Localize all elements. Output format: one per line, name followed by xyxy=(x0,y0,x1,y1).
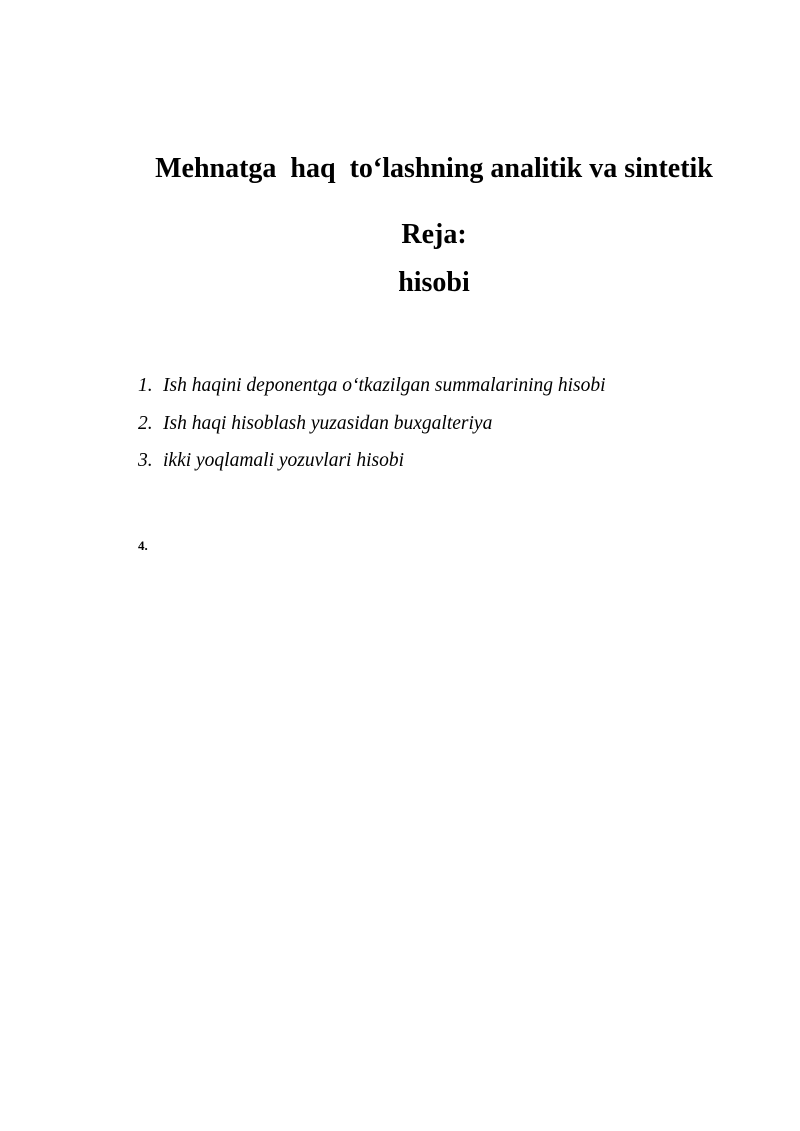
plan-item xyxy=(138,370,606,408)
plan-item-text: Ish haqi hisoblash yuzasidan buxgalteriya xyxy=(163,412,493,434)
plan-heading: Reja: xyxy=(401,219,467,250)
plan-item xyxy=(138,408,606,446)
plan-item-text: ikki yoqlamali yozuvlari hisobi xyxy=(163,450,405,471)
plan-list xyxy=(138,370,606,483)
plan-item-number: 2. xyxy=(138,412,153,434)
plan-item-text: Ish haqini deponentga o‘tkazilgan summalarining hisobi xyxy=(163,375,606,396)
title-line-2: hisobi xyxy=(398,267,470,298)
plan-item-number: 3. xyxy=(138,450,153,471)
title-line-1: Mehnatga haq to‘lashning analitik va sintetik xyxy=(155,153,713,184)
list-number-4: 4. xyxy=(138,538,148,553)
plan-item xyxy=(138,445,606,483)
plan-item-number: 1. xyxy=(138,375,153,396)
